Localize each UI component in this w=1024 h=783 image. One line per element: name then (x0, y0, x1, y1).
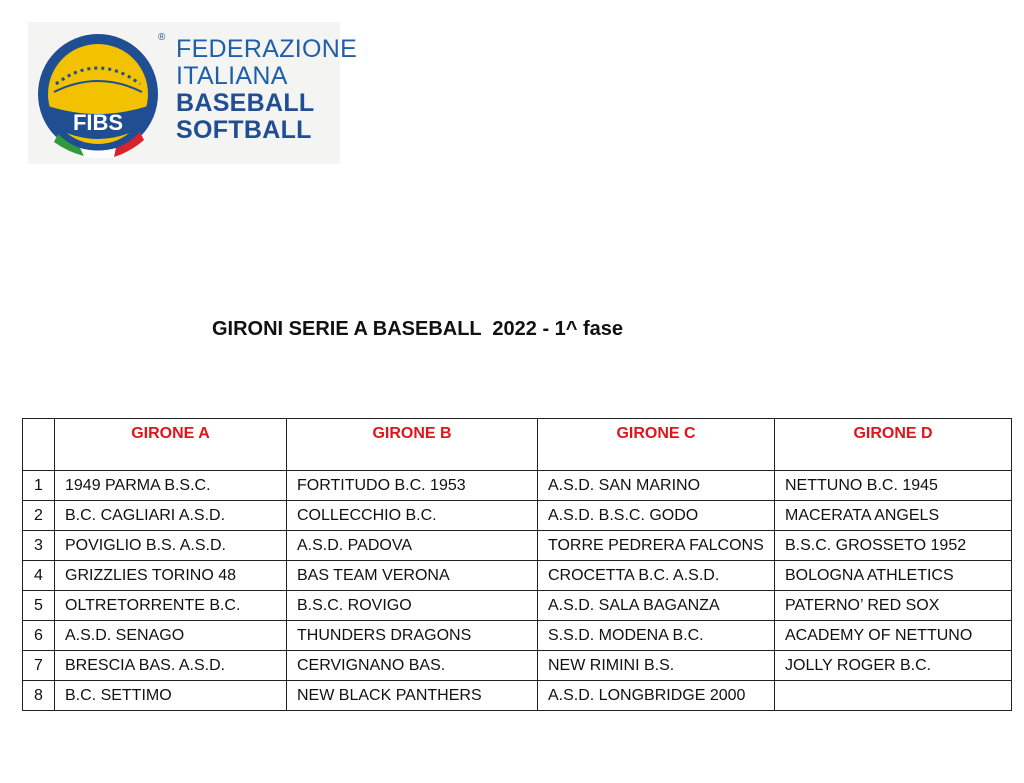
cell-girone-d: ACADEMY OF NETTUNO (775, 621, 1012, 651)
table-row (23, 651, 1012, 681)
cell-girone-d: NETTUNO B.C. 1945 (775, 471, 1012, 501)
cell-girone-b: THUNDERS DRAGONS (287, 621, 538, 651)
row-number: 5 (23, 591, 55, 621)
cell-girone-a: 1949 PARMA B.S.C. (55, 471, 287, 501)
cell-girone-b: COLLECCHIO B.C. (287, 501, 538, 531)
table-row (23, 621, 1012, 651)
table-row (23, 531, 1012, 561)
cell-girone-a: POVIGLIO B.S. A.S.D. (55, 531, 287, 561)
cell-girone-a: OLTRETORRENTE B.C. (55, 591, 287, 621)
fibs-logo (28, 22, 358, 164)
cell-girone-c: NEW RIMINI B.S. (538, 651, 775, 681)
row-number: 6 (23, 621, 55, 651)
cell-girone-c: A.S.D. B.S.C. GODO (538, 501, 775, 531)
cell-girone-d: MACERATA ANGELS (775, 501, 1012, 531)
cell-girone-b: NEW BLACK PANTHERS (287, 681, 538, 711)
table-row (23, 501, 1012, 531)
cell-girone-c: A.S.D. SALA BAGANZA (538, 591, 775, 621)
logo-wordmark (176, 36, 357, 144)
cell-girone-b: BAS TEAM VERONA (287, 561, 538, 591)
cell-girone-d: JOLLY ROGER B.C. (775, 651, 1012, 681)
cell-girone-b: CERVIGNANO BAS. (287, 651, 538, 681)
logo-line-federazione: FEDERAZIONE (176, 35, 358, 63)
table-row (23, 471, 1012, 501)
cell-girone-b: A.S.D. PADOVA (287, 531, 538, 561)
cell-girone-d: PATERNO’ RED SOX (775, 591, 1012, 621)
cell-girone-c: A.S.D. SAN MARINO (538, 471, 775, 501)
cell-girone-d: B.S.C. GROSSETO 1952 (775, 531, 1012, 561)
table-row (23, 591, 1012, 621)
cell-girone-a: BRESCIA BAS. A.S.D. (55, 651, 287, 681)
header-row (23, 419, 1012, 471)
cell-girone-a: A.S.D. SENAGO (55, 621, 287, 651)
badge-text: FIBS (72, 110, 124, 135)
header-girone-c: GIRONE C (538, 419, 775, 471)
row-number: 1 (23, 471, 55, 501)
row-number: 7 (23, 651, 55, 681)
table-row (23, 561, 1012, 591)
groups-table (22, 418, 1012, 711)
header-girone-b: GIRONE B (287, 419, 538, 471)
cell-girone-d: BOLOGNA ATHLETICS (775, 561, 1012, 591)
cell-girone-c: S.S.D. MODENA B.C. (538, 621, 775, 651)
cell-girone-c: CROCETTA B.C. A.S.D. (538, 561, 775, 591)
cell-girone-b: B.S.C. ROVIGO (287, 591, 538, 621)
logo-line-baseball: BASEBALL (176, 89, 315, 117)
registered-mark: ® (158, 32, 166, 43)
logo-line-softball: SOFTBALL (176, 116, 312, 144)
table-row (23, 681, 1012, 711)
document-title: GIRONI SERIE A BASEBALL 2022 - 1^ fase (212, 318, 624, 340)
cell-girone-c: TORRE PEDRERA FALCONS (538, 531, 775, 561)
cell-girone-a: B.C. SETTIMO (55, 681, 287, 711)
row-number: 2 (23, 501, 55, 531)
row-number: 3 (23, 531, 55, 561)
cell-girone-a: GRIZZLIES TORINO 48 (55, 561, 287, 591)
row-number: 4 (23, 561, 55, 591)
logo-line-italiana: ITALIANA (176, 62, 288, 90)
header-index (23, 419, 55, 471)
cell-girone-c: A.S.D. LONGBRIDGE 2000 (538, 681, 775, 711)
row-number: 8 (23, 681, 55, 711)
cell-girone-b: FORTITUDO B.C. 1953 (287, 471, 538, 501)
cell-girone-d (775, 681, 1012, 711)
header-girone-d: GIRONE D (775, 419, 1012, 471)
cell-girone-a: B.C. CAGLIARI A.S.D. (55, 501, 287, 531)
header-girone-a: GIRONE A (55, 419, 287, 471)
fibs-badge-icon (34, 26, 174, 164)
